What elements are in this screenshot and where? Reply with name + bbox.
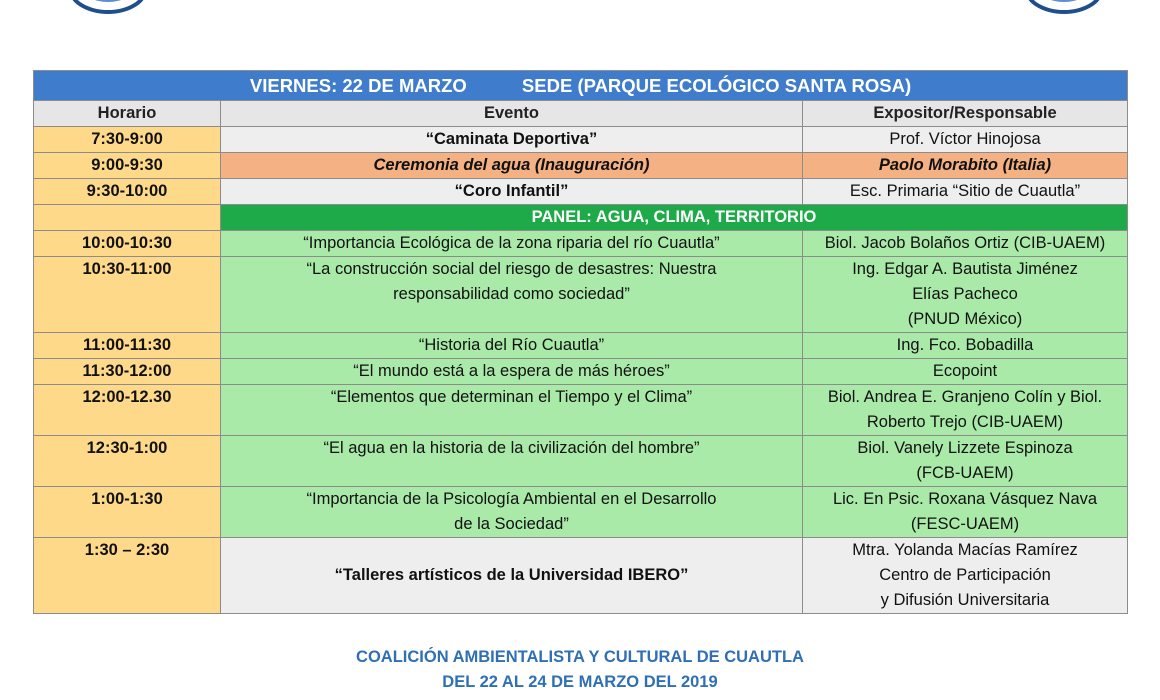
event-line: de la Sociedad” bbox=[454, 515, 569, 533]
speaker-cell: Paolo Morabito (Italia) bbox=[803, 153, 1128, 179]
speaker-line: Ecopoint bbox=[932, 362, 998, 380]
speaker-line: Elías Pacheco bbox=[912, 285, 1018, 303]
speaker-line: y Difusión Universitaria bbox=[880, 591, 1050, 609]
event-cell bbox=[221, 385, 803, 436]
speaker-line: (FCB-UAEM) bbox=[916, 464, 1014, 482]
event-cell: “Talleres artísticos de la Universidad IBERO” bbox=[221, 538, 803, 614]
time-cell: 11:30-12:00 bbox=[34, 359, 221, 385]
schedule-title-row bbox=[34, 71, 1128, 101]
time-cell: 9:00-9:30 bbox=[34, 153, 221, 179]
speaker-line: (PNUD México) bbox=[907, 310, 1023, 328]
event-line: “Importancia de la Psicología Ambiental en el Desarrollo bbox=[306, 490, 717, 508]
venue-label: SEDE (PARQUE ECOLÓGICO SANTA ROSA) bbox=[521, 75, 912, 96]
event-cell: “Caminata Deportiva” bbox=[221, 127, 803, 153]
speaker-line: Ing. Fco. Bobadilla bbox=[896, 336, 1034, 354]
time-cell: 7:30-9:00 bbox=[34, 127, 221, 153]
time-cell: 12:30-1:00 bbox=[34, 436, 221, 487]
speaker-line: Biol. Vanely Lizzete Espinoza bbox=[857, 439, 1073, 457]
speaker-cell bbox=[803, 538, 1128, 614]
speaker-line: (FESC-UAEM) bbox=[910, 515, 1020, 533]
time-cell: 1:00-1:30 bbox=[34, 487, 221, 538]
table-row bbox=[34, 436, 1128, 487]
column-header-time: Horario bbox=[34, 101, 221, 127]
table-row bbox=[34, 385, 1128, 436]
speaker-cell: Prof. Víctor Hinojosa bbox=[803, 127, 1128, 153]
speaker-line: Lic. En Psic. Roxana Vásquez Nava bbox=[832, 490, 1098, 508]
organizer-name: COALICIÓN AMBIENTALISTA Y CULTURAL DE CUAUTLA bbox=[356, 648, 804, 666]
speaker-line: Centro de Participación bbox=[879, 566, 1051, 584]
schedule-table bbox=[33, 70, 1128, 614]
table-row bbox=[34, 179, 1128, 205]
event-dates: DEL 22 AL 24 DE MARZO DEL 2019 bbox=[442, 673, 718, 691]
speaker-line: Roberto Trejo (CIB-UAEM) bbox=[866, 413, 1064, 431]
event-line: “Historia del Río Cuautla” bbox=[418, 336, 605, 354]
column-header-event: Evento bbox=[221, 101, 803, 127]
time-cell: 10:30-11:00 bbox=[34, 257, 221, 333]
speaker-line: Ing. Edgar A. Bautista Jiménez bbox=[852, 260, 1078, 278]
day-label: VIERNES: 22 DE MARZO bbox=[249, 75, 467, 96]
event-line: “Importancia Ecológica de la zona riparia del río Cuautla” bbox=[303, 234, 720, 252]
table-row bbox=[34, 359, 1128, 385]
organization-logo-right bbox=[1024, 0, 1104, 14]
column-header-speaker: Expositor/Responsable bbox=[803, 101, 1128, 127]
event-cell bbox=[221, 333, 803, 359]
time-cell: 12:00-12.30 bbox=[34, 385, 221, 436]
time-cell: 1:30 – 2:30 bbox=[34, 538, 221, 614]
event-line: “Elementos que determinan el Tiempo y el Clima” bbox=[330, 388, 693, 406]
speaker-cell bbox=[803, 231, 1128, 257]
speaker-cell bbox=[803, 333, 1128, 359]
table-row bbox=[34, 487, 1128, 538]
table-row bbox=[34, 538, 1128, 614]
event-cell: Ceremonia del agua (Inauguración) bbox=[221, 153, 803, 179]
event-cell bbox=[221, 487, 803, 538]
speaker-cell bbox=[803, 359, 1128, 385]
event-line: “El mundo está a la espera de más héroes” bbox=[353, 362, 670, 380]
table-row bbox=[34, 231, 1128, 257]
event-cell bbox=[221, 359, 803, 385]
table-row bbox=[34, 127, 1128, 153]
event-line: responsabilidad como sociedad” bbox=[393, 285, 630, 303]
event-line: “La construcción social del riesgo de desastres: Nuestra bbox=[306, 260, 717, 278]
speaker-cell: Esc. Primaria “Sitio de Cuautla” bbox=[803, 179, 1128, 205]
speaker-cell bbox=[803, 385, 1128, 436]
time-cell: 9:30-10:00 bbox=[34, 179, 221, 205]
time-cell: 11:00-11:30 bbox=[34, 333, 221, 359]
organization-logo-left bbox=[68, 0, 148, 14]
speaker-line: Mtra. Yolanda Macías Ramírez bbox=[852, 541, 1078, 559]
event-cell bbox=[221, 436, 803, 487]
panel-title: PANEL: AGUA, CLIMA, TERRITORIO bbox=[221, 205, 1128, 231]
time-cell: 10:00-10:30 bbox=[34, 231, 221, 257]
speaker-line: Biol. Jacob Bolaños Ortiz (CIB-UAEM) bbox=[824, 234, 1106, 252]
table-row bbox=[34, 257, 1128, 333]
time-cell-empty bbox=[34, 205, 221, 231]
speaker-cell bbox=[803, 436, 1128, 487]
panel-row bbox=[34, 205, 1128, 231]
event-cell: “Coro Infantil” bbox=[221, 179, 803, 205]
event-cell bbox=[221, 231, 803, 257]
column-header-row bbox=[34, 101, 1128, 127]
table-row bbox=[34, 153, 1128, 179]
speaker-cell bbox=[803, 487, 1128, 538]
speaker-cell bbox=[803, 257, 1128, 333]
event-line: “El agua en la historia de la civilización del hombre” bbox=[323, 439, 700, 457]
table-row bbox=[34, 333, 1128, 359]
speaker-line: Biol. Andrea E. Granjeno Colín y Biol. bbox=[827, 388, 1103, 406]
event-cell bbox=[221, 257, 803, 333]
